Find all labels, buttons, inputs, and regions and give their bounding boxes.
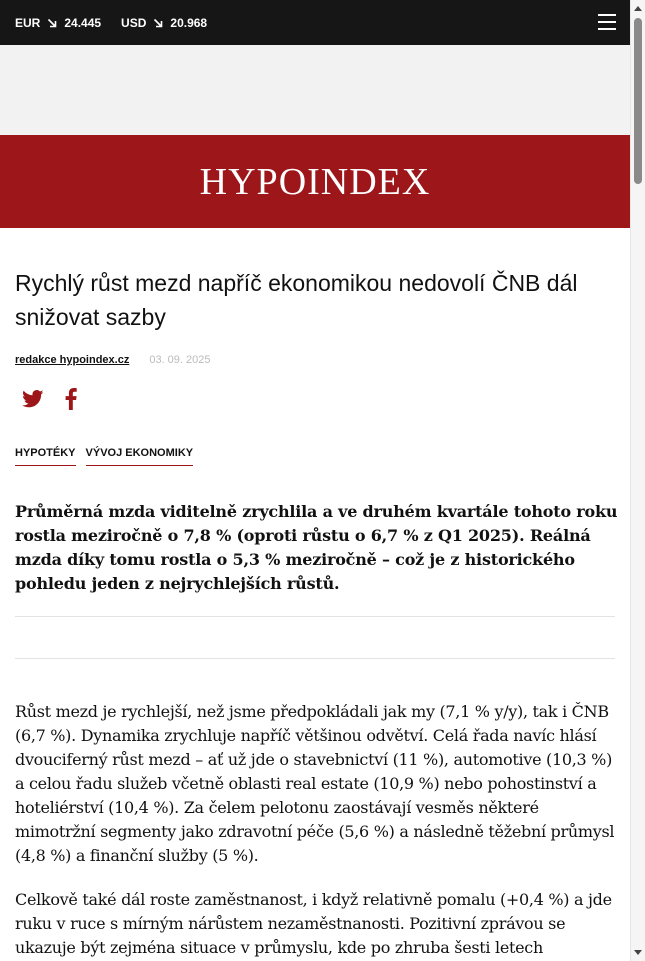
rate-eur — [15, 16, 101, 30]
author-link[interactable]: redakce hypoindex.cz — [15, 354, 130, 366]
divider — [15, 616, 615, 617]
share-buttons — [22, 388, 98, 410]
scroll-thumb[interactable] — [634, 18, 642, 184]
ad-placeholder — [0, 45, 630, 135]
rate-value: 20.968 — [170, 15, 208, 30]
tag-vyvoj-ekonomiky[interactable]: VÝVOJ EKONOMIKY — [86, 447, 194, 466]
article-paragraph: Růst mezd je rychlejší, než jsme předpokládali jak my (7,1 % y/y), tak i ČNB (6,7 %). Dynamika zrychluje napříč většinou odvětví. Celá řada navíc hlásí dvouciferný růst mezd – ať už jde o stavebnictví (11 %), automotive (10,3 %) a celou řadu služeb včetně oblasti real estate (10,9 %) nebo pohostinství a hoteliérství (10,4 %). Za čelem pelotonu zaostávají vesměs některé mimotržní segmenty jako zdravotní péče (5,6 %) a následně těžební průmysl (4,8 %) a finanční služby (5 %). — [15, 702, 615, 865]
article-title: Rychlý růst mezd napříč ekonomikou nedovolí ČNB dál snižovat sazby — [15, 270, 578, 330]
rate-code: EUR — [15, 15, 41, 30]
hamburger-menu-icon[interactable] — [598, 13, 616, 31]
divider — [15, 658, 615, 659]
rate-value: 24.445 — [64, 15, 102, 30]
article-tags — [15, 447, 203, 466]
twitter-icon[interactable] — [22, 388, 44, 410]
rate-code: USD — [121, 15, 147, 30]
facebook-icon[interactable] — [60, 388, 82, 410]
menu-line — [598, 14, 616, 16]
brand-banner — [0, 135, 630, 228]
menu-line — [598, 28, 616, 30]
site-logo[interactable]: HYPOINDEX — [199, 160, 431, 203]
top-bar — [0, 0, 630, 45]
rate-usd — [121, 16, 207, 30]
article-paragraph: Celkově také dál roste zaměstnanost, i když relativně pomalu (+0,4 %) a jde ruku v ruce s mírným nárůstem nezaměstnanosti. Pozitivní zprávou se ukazuje být zejména situace v průmyslu, kde po zhruba šesti letech — [15, 890, 612, 957]
scroll-up-arrow-icon[interactable] — [634, 6, 642, 11]
publish-date: 03. 09. 2025 — [149, 354, 211, 366]
arrow-down-right-icon — [153, 18, 163, 28]
vertical-scrollbar[interactable] — [630, 0, 645, 961]
article-meta — [15, 354, 211, 366]
tag-hypoteky[interactable]: HYPOTÉKY — [15, 447, 76, 466]
scroll-down-arrow-icon[interactable] — [634, 950, 642, 955]
menu-line — [598, 21, 616, 23]
arrow-down-right-icon — [47, 18, 57, 28]
article-perex: Průměrná mzda viditelně zrychlila a ve druhém kvartále tohoto roku rostla meziročně o 7,8 % (oproti růstu o 6,7 % z Q1 2025). Reálná mzda díky tomu rostla o 5,3 % meziročně – což je z historického pohledu jeden z nejrychlejších růstů. — [15, 502, 618, 593]
